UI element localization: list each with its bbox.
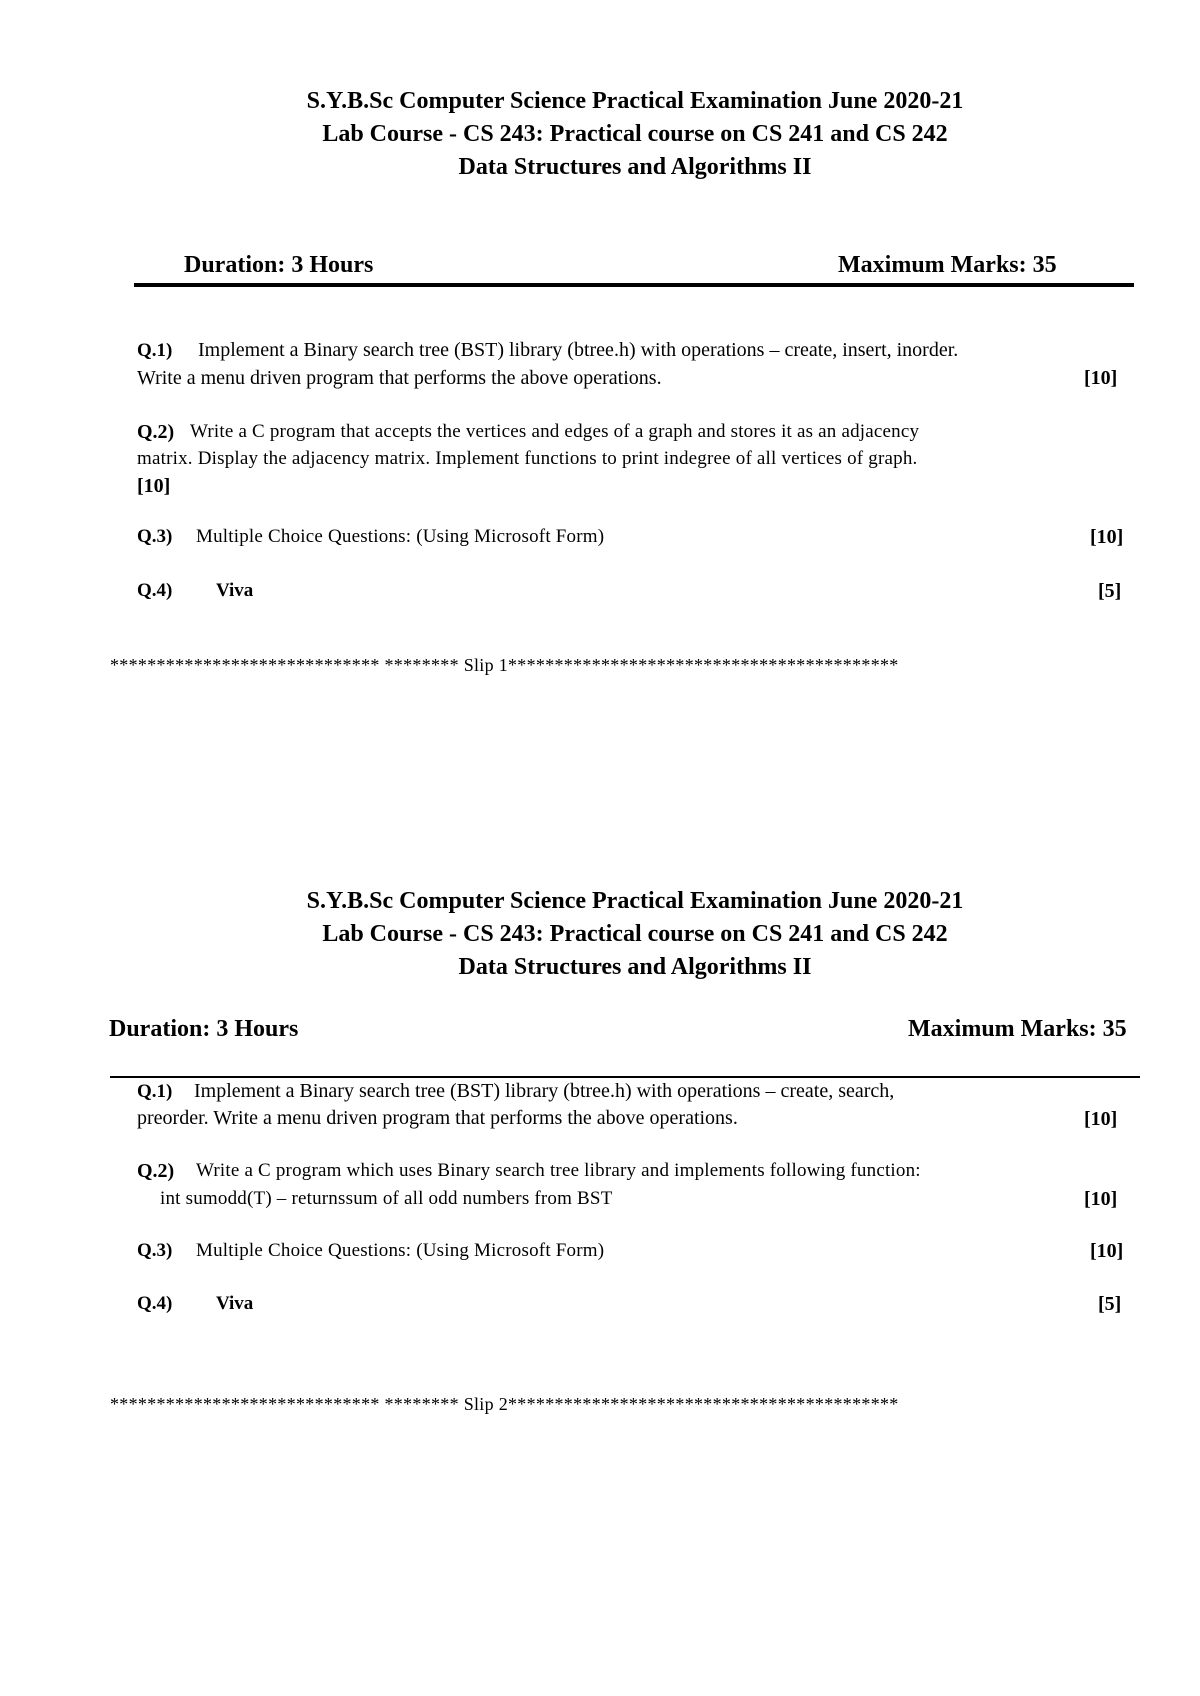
question-text: Implement a Binary search tree (BST) library (btree.h) with operations – create, search, — [194, 1080, 895, 1102]
question-text: matrix. Display the adjacency matrix. Implement functions to print indegree of all vertices of graph. — [137, 448, 918, 469]
max-marks-label: Maximum Marks: 35 — [908, 1016, 1127, 1042]
question-text: Implement a Binary search tree (BST) library (btree.h) with operations – create, insert, inorder. — [198, 339, 959, 361]
question-label: Q.1) — [137, 1081, 173, 1102]
question-text: Write a C program that accepts the vertices and edges of a graph and stores it as an adjacency — [190, 421, 920, 442]
max-marks-label: Maximum Marks: 35 — [838, 252, 1057, 278]
course-title: Lab Course - CS 243: Practical course on CS 241 and CS 242 — [322, 921, 948, 947]
question-text: Viva — [216, 1293, 254, 1314]
duration-label: Duration: 3 Hours — [184, 252, 374, 278]
duration-label: Duration: 3 Hours — [109, 1016, 299, 1042]
slip-footer: ***************************** ******** Slip 2****************************************** — [110, 1394, 899, 1414]
question-marks: [10] — [1084, 1108, 1118, 1130]
question-text: Multiple Choice Questions: (Using Microsoft Form) — [196, 1240, 605, 1261]
question-marks: [10] — [1090, 526, 1124, 548]
exam-title: S.Y.B.Sc Computer Science Practical Examination June 2020-21 — [306, 88, 964, 114]
question-label: Q.2) — [137, 1160, 175, 1182]
question-label: Q.4) — [137, 1293, 173, 1314]
question-marks: [5] — [1098, 1293, 1122, 1315]
question-marks: [5] — [1098, 580, 1122, 602]
question-text: preorder. Write a menu driven program that performs the above operations. — [137, 1107, 738, 1129]
question-text: Viva — [216, 580, 254, 601]
question-marks: [10] — [1084, 367, 1118, 389]
question-label: Q.2) — [137, 421, 175, 443]
header-divider — [134, 283, 1134, 287]
question-label: Q.3) — [137, 1240, 173, 1261]
subject-title: Data Structures and Algorithms II — [458, 154, 812, 180]
slip-footer: ***************************** ******** Slip 1****************************************** — [110, 655, 899, 675]
question-text: Multiple Choice Questions: (Using Microsoft Form) — [196, 526, 605, 547]
exam-title: S.Y.B.Sc Computer Science Practical Examination June 2020-21 — [306, 888, 964, 914]
question-label: Q.1) — [137, 340, 173, 361]
header-divider — [110, 1076, 1140, 1078]
subject-title: Data Structures and Algorithms II — [458, 954, 812, 980]
question-text: Write a C program which uses Binary search tree library and implements following function: — [196, 1160, 921, 1181]
question-marks: [10] — [137, 475, 171, 497]
question-marks: [10] — [1084, 1188, 1118, 1210]
question-text: Write a menu driven program that performs the above operations. — [137, 367, 662, 389]
question-label: Q.3) — [137, 526, 173, 547]
course-title: Lab Course - CS 243: Practical course on CS 241 and CS 242 — [322, 121, 948, 147]
question-label: Q.4) — [137, 580, 173, 601]
question-text: int sumodd(T) – returnssum of all odd numbers from BST — [160, 1188, 613, 1209]
question-marks: [10] — [1090, 1240, 1124, 1262]
